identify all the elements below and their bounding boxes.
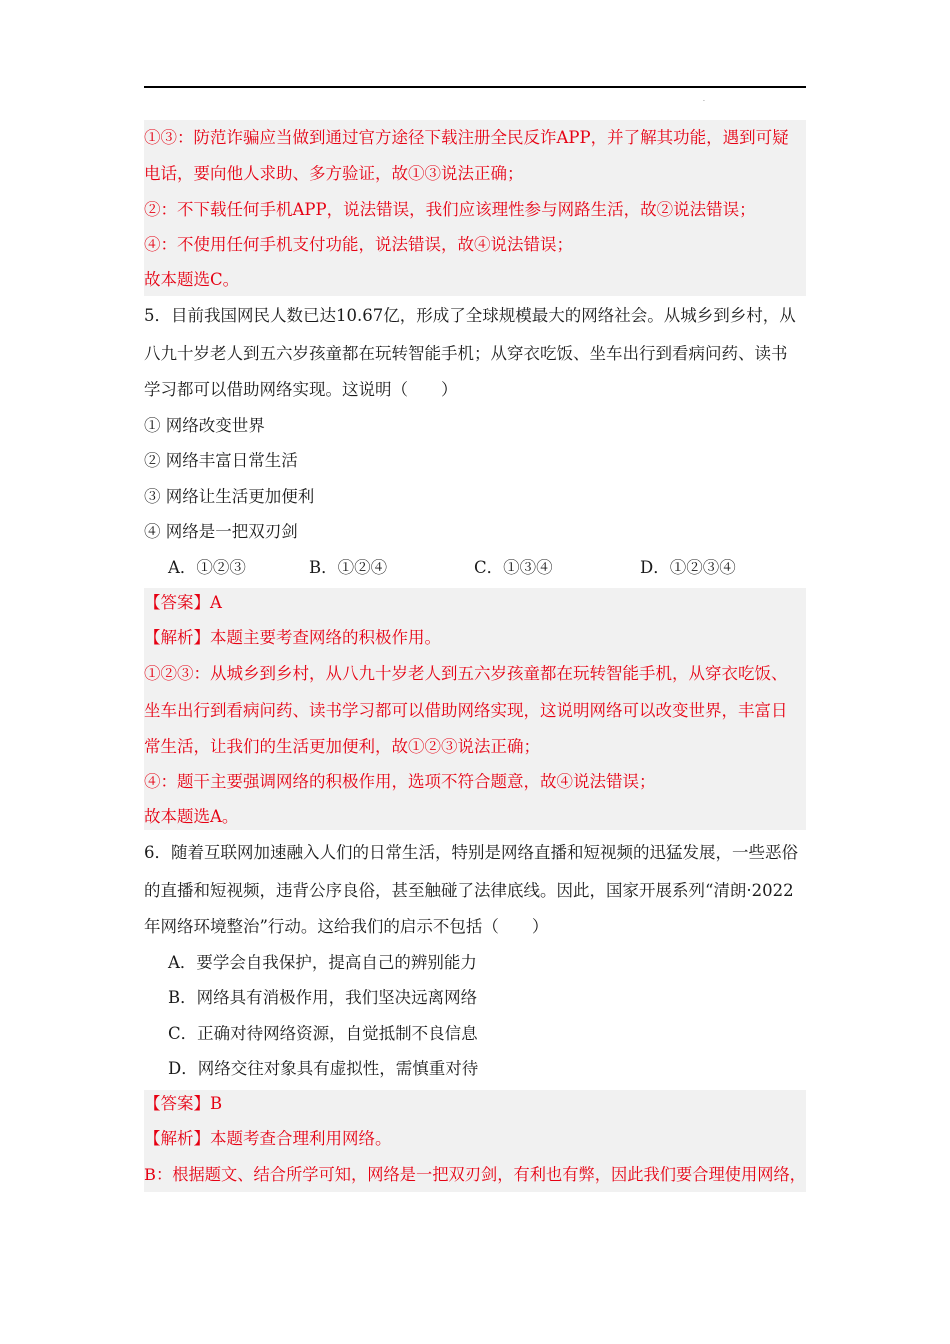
q5-analysis-line: ①②③：从城乡到乡村，从八九十岁老人到五六岁孩童都在玩转智能手机，从穿衣吃饭、 xyxy=(144,664,788,683)
q5-analysis-line: ④：题干主要强调网络的积极作用，选项不符合题意，故④说法错误； xyxy=(144,772,656,791)
q5-stem: 八九十岁老人到五六岁孩童都在玩转智能手机；从穿衣吃饭、坐车出行到看病问药、读书 xyxy=(144,344,788,363)
q6-option-b: B．网络具有消极作用，我们坚决远离网络 xyxy=(168,988,478,1007)
q5-option-d: D．①②③④ xyxy=(640,558,736,577)
header-rule xyxy=(144,86,806,88)
q5-analysis-head: 【解析】本题主要考查网络的积极作用。 xyxy=(144,628,441,647)
q6-answer: 【答案】B xyxy=(144,1094,223,1113)
q5-option-a: A．①②③ xyxy=(168,558,246,577)
q5-stem: 5．目前我国网民人数已达10.67亿，形成了全球规模最大的网络社会。从城乡到乡村，从 xyxy=(144,306,796,325)
q6-option-d: D．网络交往对象具有虚拟性，需慎重对待 xyxy=(168,1059,479,1078)
q5-item: ② 网络丰富日常生活 xyxy=(144,451,298,470)
q4-analysis-line: ②：不下载任何手机APP，说法错误，我们应该理性参与网路生活，故②说法错误； xyxy=(144,200,756,219)
q6-analysis-line: B：根据题文、结合所学可知，网络是一把双刃剑，有利也有弊，因此我们要合理使用网络， xyxy=(144,1165,806,1184)
q6-option-c: C．正确对待网络资源，自觉抵制不良信息 xyxy=(168,1024,478,1043)
q5-analysis-line: 坐车出行到看病问药、读书学习都可以借助网络实现，这说明网络可以改变世界，丰富日 xyxy=(144,701,788,720)
q4-analysis-line: 故本题选C。 xyxy=(144,270,240,289)
q5-item: ① 网络改变世界 xyxy=(144,416,265,435)
q6-stem: 年网络环境整治”行动。这给我们的启示不包括（ ） xyxy=(144,917,549,936)
q5-option-b: B．①②④ xyxy=(309,558,388,577)
q5-answer: 【答案】A xyxy=(144,593,222,612)
header-mark: . xyxy=(703,96,705,103)
q5-option-c: C．①③④ xyxy=(474,558,553,577)
q5-analysis-line: 常生活，让我们的生活更加便利，故①②③说法正确； xyxy=(144,737,540,756)
q6-stem: 的直播和短视频，违背公序良俗，甚至触碰了法律底线。因此，国家开展系列“清朗·2022 xyxy=(144,881,794,900)
q6-option-a: A．要学会自我保护，提高自己的辨别能力 xyxy=(168,953,477,972)
q5-analysis-line: 故本题选A。 xyxy=(144,807,239,826)
q4-analysis-line: ④：不使用任何手机支付功能，说法错误，故④说法错误； xyxy=(144,235,573,254)
q5-item: ③ 网络让生活更加便利 xyxy=(144,487,315,506)
q4-analysis-line: 电话，要向他人求助、多方验证，故①③说法正确； xyxy=(144,164,524,183)
q5-stem: 学习都可以借助网络实现。这说明（ ） xyxy=(144,380,458,399)
q6-analysis-head: 【解析】本题考查合理利用网络。 xyxy=(144,1129,392,1148)
q6-stem: 6．随着互联网加速融入人们的日常生活，特别是网络直播和短视频的迅猛发展，一些恶俗 xyxy=(144,843,798,862)
q5-item: ④ 网络是一把双刃剑 xyxy=(144,522,298,541)
q4-analysis-line: ①③：防范诈骗应当做到通过官方途径下载注册全民反诈APP，并了解其功能，遇到可疑 xyxy=(144,128,789,147)
